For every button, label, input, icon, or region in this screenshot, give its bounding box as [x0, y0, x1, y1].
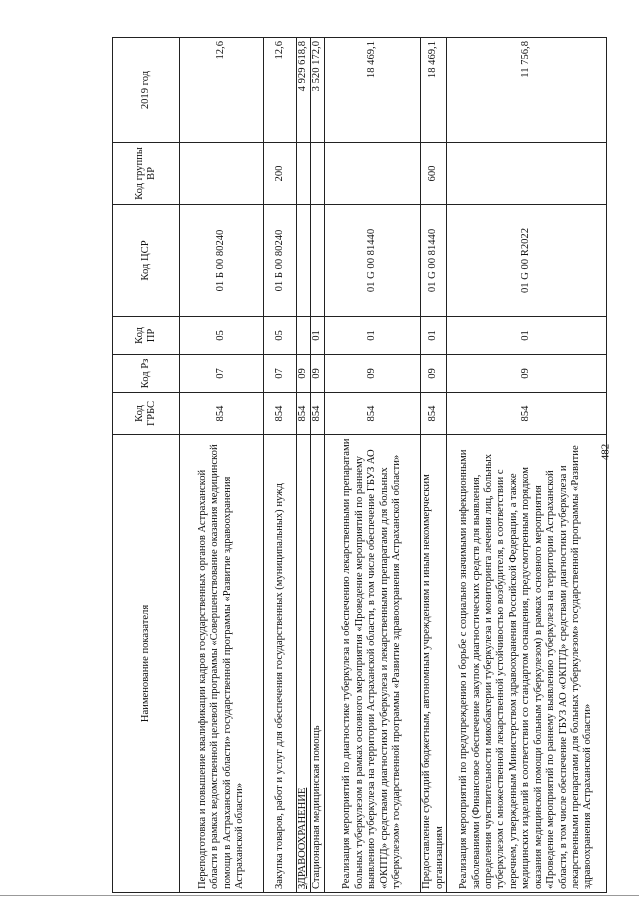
- row-rz: 09: [325, 355, 421, 393]
- page-number: 482: [599, 443, 612, 461]
- row-vr: [311, 143, 325, 205]
- row-pr: [297, 317, 311, 355]
- rotated-table-container: [112, 38, 612, 893]
- row-csr: 01 G 00 R2022: [447, 205, 607, 317]
- row-vr: 600: [421, 143, 447, 205]
- page-edge-line: [0, 895, 639, 896]
- row-vr: [297, 143, 311, 205]
- table-row: [311, 38, 325, 893]
- table-row: [264, 38, 297, 893]
- row-grbs: 854: [325, 393, 421, 435]
- header-name: Наименование показателя: [113, 435, 180, 893]
- row-rz: 07: [264, 355, 297, 393]
- row-value: 12,6: [264, 38, 297, 143]
- header-pr: Код ПР: [113, 317, 180, 355]
- table-row: [325, 38, 421, 893]
- row-csr: 01 Б 00 80240: [180, 205, 264, 317]
- header-year: 2019 год: [113, 38, 180, 143]
- row-value: 12,6: [180, 38, 264, 143]
- row-vr: [180, 143, 264, 205]
- row-rz: 09: [311, 355, 325, 393]
- table-header-row: [113, 38, 180, 893]
- row-name: Закупка товаров, работ и услуг для обеспечения государственных (муниципальных) нужд: [264, 435, 297, 893]
- row-csr: 01 G 00 81440: [421, 205, 447, 317]
- row-csr: [311, 205, 325, 317]
- row-csr: [297, 205, 311, 317]
- row-value: 18 469,1: [325, 38, 421, 143]
- header-vr: Код группы ВР: [113, 143, 180, 205]
- row-grbs: 854: [264, 393, 297, 435]
- row-vr: [325, 143, 421, 205]
- row-grbs: 854: [447, 393, 607, 435]
- row-pr: 05: [264, 317, 297, 355]
- row-grbs: 854: [421, 393, 447, 435]
- header-rz: Код Рз: [113, 355, 180, 393]
- row-rz: 09: [447, 355, 607, 393]
- row-pr: 01: [311, 317, 325, 355]
- row-name: Реализация мероприятий по предупреждению и борьбе с социально значимыми инфекционными заболеваниями (Финансовое обеспечение закупок диагностических средств для выявления, определения чувствительности микобактерии туберкулеза и мониторинга лечения лиц, больных туберкулезом с множественной лекарственной устойчивостью возбудителя, в соответствии с перечнем, утвержденным Министерством здравоохранения Российской Федерации, а также медицинских изделий в соответствии со стандартом оснащения, предусмотренным порядком оказания медицинской помощи больным туберкулезом) в рамках основного мероприятия «Проведение мероприятий по раннему выявлению туберкулеза на территории Астраханской области, в том числе обеспечение ГБУЗ АО «ОКПТД» средствами диагностики туберкулеза и лекарственными препаратами для больных туберкулезом» государственной программы «Развитие здравоохранения Астраханской области»: [447, 435, 607, 893]
- row-name: Реализация мероприятий по диагностике туберкулеза и обеспечению лекарственными препаратами больных туберкулезом в рамках основного мероприятия «Проведение мероприятий по раннему выявлению туберкулеза на территории Астраханской области, в том числе обеспечение ГБУЗ АО «ОКПТД» средствами диагностики туберкулеза и лекарственными препаратами для больных туберкулезом» государственной программы «Развитие здравоохранения Астраханской области»: [325, 435, 421, 893]
- table-row: [421, 38, 447, 893]
- table-row: [447, 38, 607, 893]
- row-pr: 01: [447, 317, 607, 355]
- row-value: 11 756,8: [447, 38, 607, 143]
- row-rz: 09: [297, 355, 311, 393]
- row-value: 18 469,1: [421, 38, 447, 143]
- budget-table: [112, 37, 607, 893]
- row-grbs: 854: [311, 393, 325, 435]
- row-rz: 09: [421, 355, 447, 393]
- row-pr: 01: [421, 317, 447, 355]
- row-rz: 07: [180, 355, 264, 393]
- row-csr: 01 Б 00 80240: [264, 205, 297, 317]
- row-name: Стационарная медицинская помощь: [311, 435, 325, 893]
- row-value: 3 520 172,0: [311, 38, 325, 143]
- row-value: 4 929 618,8: [297, 38, 311, 143]
- row-name: Предоставление субсидий бюджетным, автономным учреждениям и иным некоммерческим организациям: [421, 435, 447, 893]
- row-name: ЗДРАВООХРАНЕНИЕ: [297, 435, 311, 893]
- row-name: Переподготовка и повышение квалификации кадров государственных органов Астраханской области в рамках ведомственной целевой программы «Совершенствование оказания медицинской помощи в Астраханской области» государственной программы «Развитие здравоохранения Астраханской области»: [180, 435, 264, 893]
- header-csr: Код ЦСР: [113, 205, 180, 317]
- row-pr: 01: [325, 317, 421, 355]
- row-grbs: 854: [297, 393, 311, 435]
- row-grbs: 854: [180, 393, 264, 435]
- row-csr: 01 G 00 81440: [325, 205, 421, 317]
- row-vr: 200: [264, 143, 297, 205]
- row-pr: 05: [180, 317, 264, 355]
- table-row: [180, 38, 264, 893]
- row-vr: [447, 143, 607, 205]
- header-grbs: Код ГРБС: [113, 393, 180, 435]
- table-row: [297, 38, 311, 893]
